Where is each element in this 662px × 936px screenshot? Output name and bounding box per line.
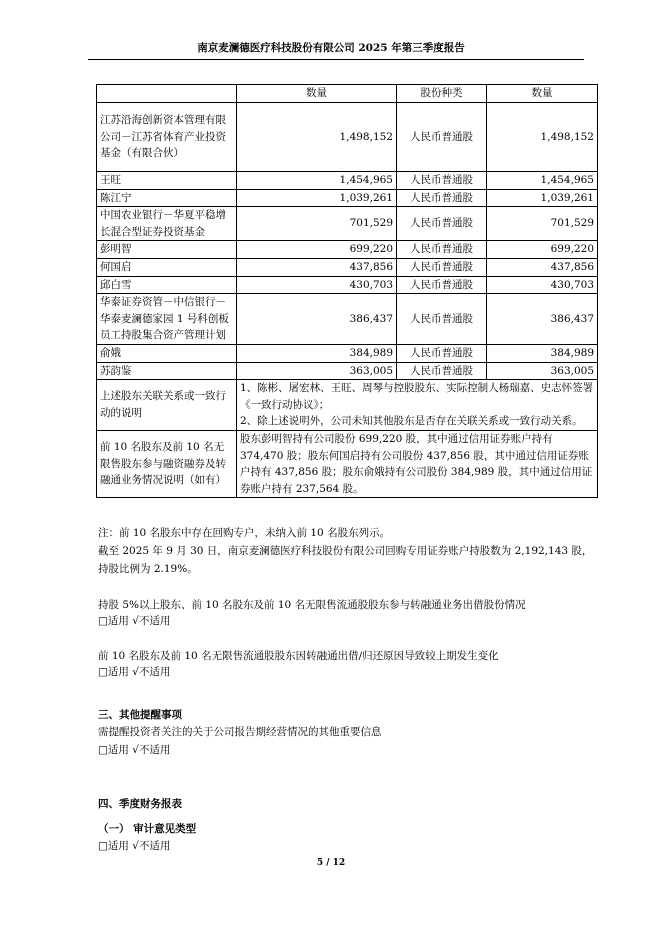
change-title: 前 10 名股东及前 10 名无限售流通股股东因转融通出借/归还原因导致较上期发生变化	[98, 650, 499, 662]
section-3-text: 需提醒投资者关注的关于公司报告期经营情况的其他重要信息	[98, 726, 382, 738]
holder-qty: 699,220	[237, 241, 397, 259]
holder-qty: 701,529	[237, 207, 397, 241]
holder-qty: 437,856	[237, 258, 397, 276]
table-row	[97, 189, 598, 207]
table-row	[97, 276, 598, 294]
section-4-title: 四、季度财务报表	[98, 798, 182, 810]
page-number: 5 / 12	[316, 858, 346, 868]
header-rule	[88, 59, 584, 60]
repurchase-text: 截至 2025 年 9 月 30 日，南京麦澜德医疗科技股份有限公司回购专用证券账户持股数为 2,192,143 股，持股比例为 2.19%。	[98, 545, 593, 575]
section-4-options: □适用 √不适用	[98, 840, 171, 852]
table-row	[97, 207, 598, 241]
holder-name: 中国农业银行－华夏平稳增长混合型证券投资基金	[97, 207, 237, 241]
holder-name: 彭明智	[97, 241, 237, 259]
shareholder-table	[96, 84, 598, 498]
relation-text-1: 1、陈彬、屠宏林、王旺、周琴与控股股东、实际控制人杨瑞嘉、史志怀签署《一致行动协议》；	[240, 382, 594, 411]
share-type: 人民币普通股	[397, 241, 487, 259]
lending-title: 持股 5%以上股东、前 10 名股东及前 10 名无限售流通股股东参与转融通业务出借股份情况	[98, 599, 526, 611]
table-row	[97, 241, 598, 259]
holder-qty: 1,454,965	[237, 172, 397, 190]
share-type: 人民币普通股	[397, 189, 487, 207]
share-qty: 437,856	[487, 258, 598, 276]
share-type: 人民币普通股	[397, 172, 487, 190]
header-cell	[97, 85, 237, 103]
relation-label: 上述股东关联关系或一致行动的说明	[97, 380, 237, 431]
table-header-row	[97, 85, 598, 103]
share-type: 人民币普通股	[397, 276, 487, 294]
share-qty: 384,989	[487, 344, 598, 362]
share-qty: 386,437	[487, 294, 598, 345]
share-qty: 430,703	[487, 276, 598, 294]
holder-qty: 363,005	[237, 362, 397, 380]
share-type: 人民币普通股	[397, 362, 487, 380]
holder-qty: 1,498,152	[237, 103, 397, 172]
section-4-sub: （一） 审计意见类型	[98, 823, 197, 835]
section-3-options: □适用 √不适用	[98, 744, 171, 756]
share-type: 人民币普通股	[397, 207, 487, 241]
relation-text	[237, 380, 598, 431]
share-type: 人民币普通股	[397, 294, 487, 345]
holder-qty: 384,989	[237, 344, 397, 362]
share-qty: 363,005	[487, 362, 598, 380]
holder-name: 江苏沿海创新资本管理有限公司－江苏省体育产业投资基金（有限合伙）	[97, 103, 237, 172]
section-3-title: 三、其他提醒事项	[98, 709, 182, 721]
holder-name: 华泰证券资管－中信银行－华泰麦澜德家园 1 号科创板员工持股集合资产管理计划	[97, 294, 237, 345]
table-note: 注：前 10 名股东中存在回购专户，未纳入前 10 名股东列示。	[98, 527, 391, 539]
holder-name: 俞娥	[97, 344, 237, 362]
share-type: 人民币普通股	[397, 344, 487, 362]
relation-row	[97, 380, 598, 431]
table-row	[97, 362, 598, 380]
header-cell: 数量	[237, 85, 397, 103]
table-row	[97, 258, 598, 276]
holder-qty: 430,703	[237, 276, 397, 294]
share-qty: 699,220	[487, 241, 598, 259]
table-row	[97, 172, 598, 190]
holder-qty: 1,039,261	[237, 189, 397, 207]
holder-name: 王旺	[97, 172, 237, 190]
table-row	[97, 103, 598, 172]
header-cell: 股份种类	[397, 85, 487, 103]
lending-options: □适用 √不适用	[98, 615, 171, 627]
table-row	[97, 294, 598, 345]
share-type: 人民币普通股	[397, 103, 487, 172]
share-qty: 1,454,965	[487, 172, 598, 190]
share-qty: 1,498,152	[487, 103, 598, 172]
holder-name: 何国启	[97, 258, 237, 276]
relation-text-2: 2、除上述说明外，公司未知其他股东是否存在关联关系或一致行动关系。	[240, 415, 583, 428]
margin-label: 前 10 名股东及前 10 名无限售股东参与融资融券及转融通业务情况说明（如有）	[97, 430, 237, 497]
page-header: 南京麦澜德医疗科技股份有限公司 2025 年第三季度报告	[197, 42, 465, 54]
holder-name: 苏韵鉴	[97, 362, 237, 380]
margin-row	[97, 430, 598, 497]
change-options: □适用 √不适用	[98, 666, 171, 678]
table-row	[97, 344, 598, 362]
holder-qty: 386,437	[237, 294, 397, 345]
holder-name: 邱白雪	[97, 276, 237, 294]
holder-name: 陈江宁	[97, 189, 237, 207]
share-type: 人民币普通股	[397, 258, 487, 276]
share-qty: 1,039,261	[487, 189, 598, 207]
margin-text: 股东彭明智持有公司股份 699,220 股，其中通过信用证券账户持有 374,470 股；股东何国启持有公司股份 437,856 股，其中通过信用证券账户持有 437,856 股；股东俞娥持有公司股份 384,989 股，其中通过信用证券账户持有 237,564 股。	[237, 430, 598, 497]
share-qty: 701,529	[487, 207, 598, 241]
header-cell: 数量	[487, 85, 598, 103]
